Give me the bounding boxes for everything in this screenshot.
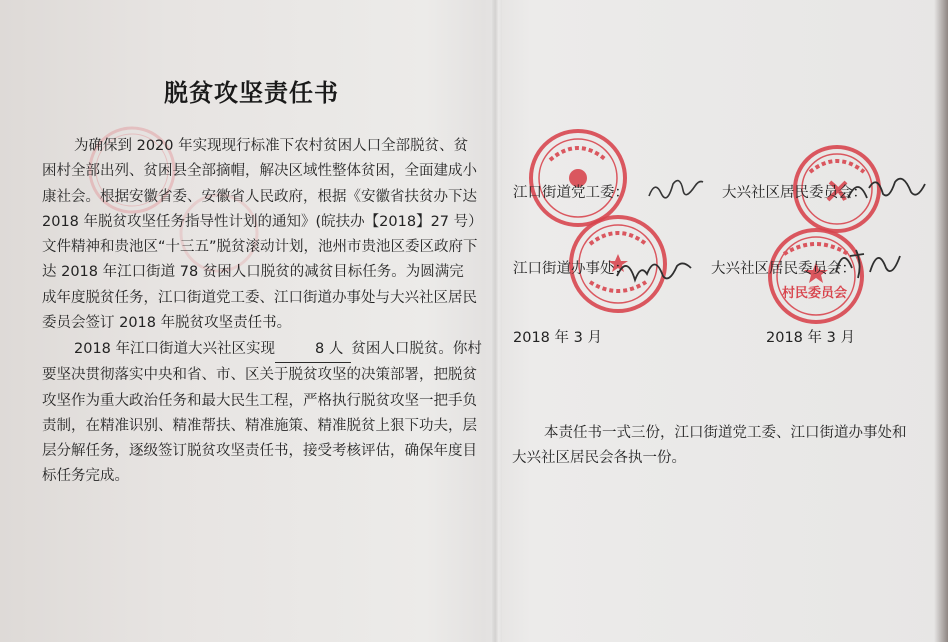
party-committee-signature-icon	[645, 170, 707, 206]
party-committee-label: 江口街道党工委：	[513, 185, 629, 201]
seal-bottom-text: 村民委员会	[782, 286, 848, 301]
community-committee-label-1: 大兴社区居民委员会：	[722, 185, 867, 201]
closing-paragraph: 本责任书一式三份，江口街道党工委、江口街道办事处和大兴社区居民会各执一份。	[512, 425, 907, 467]
street-office-label: 江口街道办事处：	[513, 261, 629, 277]
page-fold	[492, 0, 502, 642]
document-title: 脱贫攻坚责任书	[164, 79, 339, 107]
paragraph-2-rest: 贫困人口脱贫。你村要坚决贯彻落实中央和省、市、区关于脱贫攻坚的决策部署，把脱贫攻坚作为重大政治任务和最大民生工程，严格执行脱贫攻坚一把手负责制，在精准识别、精准帮扶、精准施策、精准脱贫上狠下功夫，层层分解任务，逐级签订脱贫攻坚责任书，接受考核评估，确保年度目标任务完成。	[42, 341, 482, 485]
paragraph-2	[42, 337, 488, 490]
poverty-count-field: 8 人	[275, 337, 351, 363]
street-office-signature-icon	[611, 246, 697, 290]
date-right: 2018 年 3 月	[766, 330, 855, 346]
paragraph-1: 为确保到 2020 年实现现行标准下农村贫困人口全部脱贫、贫困村全部出列、贫困县全部摘帽，解决区域性整体贫困，全面建成小康社会。根据安徽省委、安徽省人民政府，根据《安徽省扶贫办下达 2018 年脱贫攻坚任务指导性计划的通知》(皖扶办【2018】27 号）文件精神和贵池区“十三五”脱贫滚动计划，池州市贵池区委区政府下达 2018 年江口街道 78 贫困人口脱贫的减贫目标任务。为圆满完成年度脱贫任务，江口街道党工委、江口街道办事处与大兴社区居民委员会签订 2018 年脱贫攻坚责任书。	[42, 138, 478, 332]
community-committee-label-2: 大兴社区居民委员会：	[711, 261, 856, 277]
date-left: 2018 年 3 月	[513, 330, 602, 346]
community-signature-2-icon	[828, 238, 910, 286]
page-edge-shadow	[934, 0, 948, 642]
community-signature-1-icon	[843, 170, 929, 210]
paragraph-2-start: 2018 年江口街道大兴社区实现	[74, 341, 276, 357]
